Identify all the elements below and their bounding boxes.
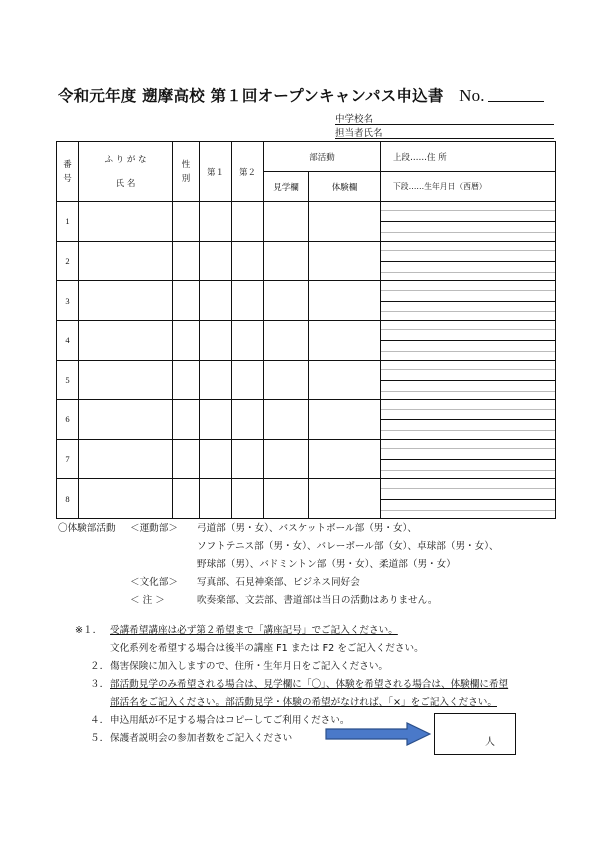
note-1-line-2: 文化系列を希望する場合は後半の講座 F1 または F2 をご記入ください。: [110, 643, 424, 654]
name-cell[interactable]: [79, 439, 173, 479]
row-number: 3: [57, 281, 79, 321]
address-cell[interactable]: [381, 479, 556, 519]
name-cell[interactable]: [79, 360, 173, 400]
sports-clubs-line-1: 弓道部（男・女）、バスケットボール部（男・女）、: [197, 523, 417, 534]
arrow-right-icon: [325, 722, 431, 746]
name-cell[interactable]: [79, 202, 173, 242]
note-3-line-2: 部活名をご記入ください。部活動見学・体験の希望がなければ、「×」をご記入ください。: [110, 697, 497, 708]
experience-cell[interactable]: [309, 281, 381, 321]
header-name: [79, 142, 173, 202]
gender-cell[interactable]: [173, 202, 200, 242]
teacher-field[interactable]: [335, 138, 554, 139]
header-birthdate: 下段……生年月日（西暦）: [381, 172, 556, 202]
name-cell[interactable]: [79, 320, 173, 360]
observe-cell[interactable]: [264, 241, 309, 281]
header-number: 番 号: [57, 142, 79, 202]
address-cell[interactable]: [381, 320, 556, 360]
name-cell[interactable]: [79, 479, 173, 519]
gender-cell[interactable]: [173, 439, 200, 479]
row-number: 8: [57, 479, 79, 519]
experience-cell[interactable]: [309, 320, 381, 360]
second-choice-cell[interactable]: [232, 400, 264, 440]
sports-clubs-line-2: ソフトテニス部（男・女）、バレーボール部（女）、卓球部（男・女）、: [197, 541, 499, 552]
second-choice-cell[interactable]: [232, 479, 264, 519]
gender-cell[interactable]: [173, 400, 200, 440]
number-label: No.: [459, 86, 485, 105]
note-2-number: ２．: [90, 661, 110, 672]
note-4-number: ４．: [90, 715, 110, 726]
parent-count-unit: 人: [485, 737, 495, 748]
header-gender: 性 別: [173, 142, 200, 202]
note-5-line-1: 保護者説明会の参加者数をご記入ください: [110, 733, 293, 744]
school-label: 中学校名: [335, 114, 374, 125]
table-row: [57, 439, 556, 479]
row-number: 4: [57, 320, 79, 360]
first-choice-cell[interactable]: [200, 241, 232, 281]
row-number: 2: [57, 241, 79, 281]
address-cell[interactable]: [381, 360, 556, 400]
address-cell[interactable]: [381, 439, 556, 479]
address-cell[interactable]: [381, 281, 556, 321]
first-choice-cell[interactable]: [200, 400, 232, 440]
address-cell[interactable]: [381, 241, 556, 281]
first-choice-cell[interactable]: [200, 439, 232, 479]
table-row: [57, 360, 556, 400]
number-field[interactable]: [488, 101, 544, 102]
gender-cell[interactable]: [173, 479, 200, 519]
table-row: [57, 320, 556, 360]
first-choice-cell[interactable]: [200, 281, 232, 321]
experience-cell[interactable]: [309, 202, 381, 242]
gender-cell[interactable]: [173, 320, 200, 360]
experience-cell[interactable]: [309, 400, 381, 440]
note-3-line-1: 部活動見学のみ希望される場合は、見学欄に「〇」、体験を希望される場合は、体験欄に希望: [110, 679, 509, 690]
table-row: [57, 202, 556, 242]
gender-cell[interactable]: [173, 360, 200, 400]
title-text: 令和元年度 遡摩高校 第１回オープンキャンパス申込書: [58, 87, 444, 105]
note-5-number: ５．: [90, 733, 110, 744]
observe-cell[interactable]: [264, 202, 309, 242]
first-choice-cell[interactable]: [200, 202, 232, 242]
name-cell[interactable]: [79, 400, 173, 440]
observe-cell[interactable]: [264, 400, 309, 440]
row-number: 5: [57, 360, 79, 400]
table-row: [57, 281, 556, 321]
row-number: 7: [57, 439, 79, 479]
header-address: 上段……住 所: [381, 142, 556, 172]
observe-cell[interactable]: [264, 320, 309, 360]
parent-count-box[interactable]: [434, 713, 516, 755]
second-choice-cell[interactable]: [232, 202, 264, 242]
experience-cell[interactable]: [309, 360, 381, 400]
table-row: [57, 400, 556, 440]
row-number: 1: [57, 202, 79, 242]
club-info-label: 〇体験部活動: [58, 523, 116, 534]
first-choice-cell[interactable]: [200, 320, 232, 360]
header-experience: 体験欄: [309, 172, 381, 202]
observe-cell[interactable]: [264, 439, 309, 479]
sports-clubs-label: ＜運動部＞: [130, 523, 178, 534]
second-choice-cell[interactable]: [232, 241, 264, 281]
note-3-number: ３．: [90, 679, 110, 690]
sports-clubs-line-3: 野球部（男）、バドミントン部（男・女）、柔道部（男・女）: [197, 559, 456, 570]
observe-cell[interactable]: [264, 479, 309, 519]
application-table: [56, 141, 556, 519]
note-1-line-1: 受講希望講座は必ず第２希望まで「講座記号」でご記入ください。: [110, 625, 398, 636]
observe-cell[interactable]: [264, 281, 309, 321]
first-choice-cell[interactable]: [200, 360, 232, 400]
experience-cell[interactable]: [309, 439, 381, 479]
row-number: 6: [57, 400, 79, 440]
second-choice-cell[interactable]: [232, 281, 264, 321]
second-choice-cell[interactable]: [232, 320, 264, 360]
note-1-number: ※１．: [75, 625, 103, 636]
second-choice-cell[interactable]: [232, 360, 264, 400]
table-row: [57, 479, 556, 519]
address-cell[interactable]: [381, 400, 556, 440]
form-title: [58, 84, 485, 106]
gender-cell[interactable]: [173, 241, 200, 281]
table-row: [57, 241, 556, 281]
experience-cell[interactable]: [309, 479, 381, 519]
header-second-choice: 第２: [232, 142, 264, 202]
header-observe: 見学欄: [264, 172, 309, 202]
name-cell[interactable]: [79, 281, 173, 321]
note-2-line-1: 傷害保険に加入しますので、住所・生年月日をご記入ください。: [110, 661, 389, 672]
experience-cell[interactable]: [309, 241, 381, 281]
header-first-choice: 第１: [200, 142, 232, 202]
club-note-label: ＜ 注 ＞: [130, 595, 165, 606]
note-4-line-1: 申込用紙が不足する場合はコピーしてご利用ください。: [110, 715, 350, 726]
name-cell[interactable]: [79, 241, 173, 281]
header-name-label: 氏 名: [115, 178, 136, 189]
address-cell[interactable]: [381, 202, 556, 242]
observe-cell[interactable]: [264, 360, 309, 400]
second-choice-cell[interactable]: [232, 439, 264, 479]
culture-clubs-label: ＜文化部＞: [130, 577, 178, 588]
club-note-line: 吹奏楽部、文芸部、書道部は当日の活動はありません。: [197, 595, 438, 606]
header-club: 部活動: [264, 142, 381, 172]
header-furigana: ふ り が な: [104, 154, 147, 165]
culture-clubs-line: 写真部、石見神楽部、ビジネス同好会: [197, 577, 360, 588]
first-choice-cell[interactable]: [200, 479, 232, 519]
gender-cell[interactable]: [173, 281, 200, 321]
teacher-label: 担当者氏名: [335, 128, 383, 139]
